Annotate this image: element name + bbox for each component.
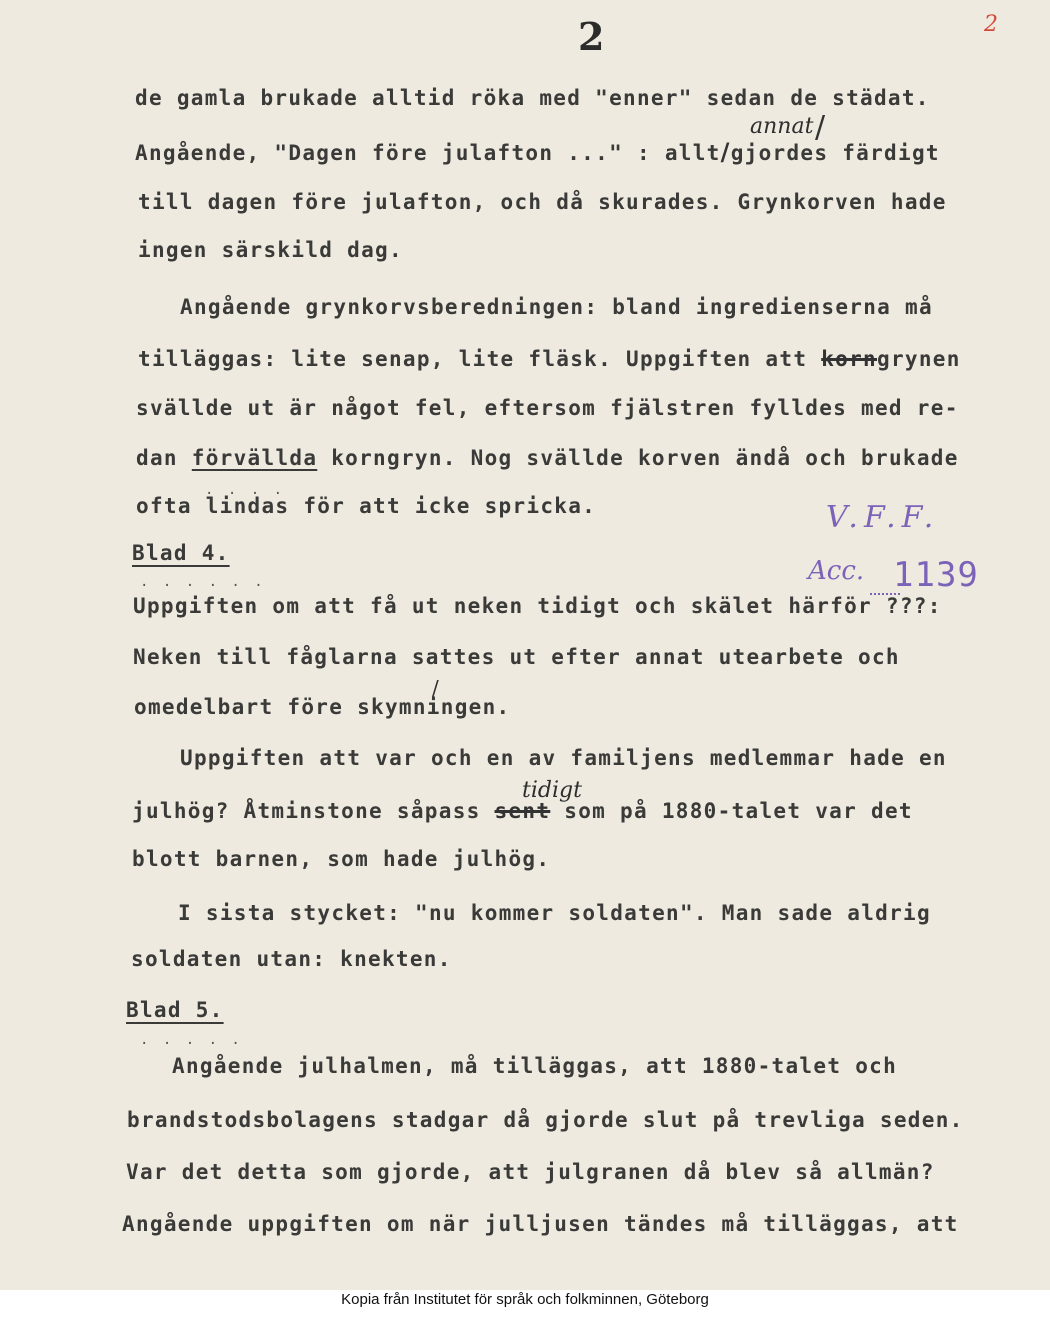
handwritten-insert-tidigt: tidigt [522,778,582,803]
copy-notice-footer: Kopia från Institutet för språk och folkminnen, Göteborg [0,1290,1050,1319]
paragraph-5-line-2: soldaten utan: knekten. [131,947,452,971]
archive-stamp-acc-label: Acc. [808,556,865,586]
paragraph-4-line-1: Uppgiften att var och en av familjens medlemmar hade en [180,746,947,770]
paragraph-4-line-3: blott barnen, som hade julhög. [132,847,551,871]
paragraph-4-line-2-b: som på 1880-talet var det [550,799,913,823]
blad-4-line-3: omedelbart före skymningen. [134,695,511,719]
paragraph-2-line-4-b: korngryn. Nog svällde korven ändå och brukade [317,446,959,470]
paragraph-2-line-4 [136,446,959,470]
insert-caret: / [720,138,731,166]
paragraph-1-line-2 [135,138,940,166]
struck-word-korn: korn [821,347,877,371]
section-heading-blad-4: Blad 4. [132,541,230,565]
blad-5-line-3: Var det detta som gjorde, att julgranen då blev så allmän? [126,1160,935,1184]
insert-mark: / [815,110,826,145]
blad-4-line-2: Neken till fåglarna sattes ut efter annat utearbete och [133,645,900,669]
paragraph-1-line-2-tail: gjordes färdigt [730,141,940,165]
blad-5-line-2: brandstodsbolagens stadgar då gjorde slut på trevliga seden. [127,1108,964,1132]
archive-stamp-acc-number: 1139 [893,555,979,595]
paragraph-1-line-3: till dagen före julafton, och då skurades. Grynkorven hade [138,190,947,214]
dotted-mark: . . . . . . [140,574,266,590]
archive-stamp-initials: V.F.F. [826,500,940,535]
blad-4-line-1: Uppgiften om att få ut neken tidigt och skälet härför ???: [133,594,942,618]
paragraph-4-line-2 [132,799,913,823]
paragraph-2-line-5: ofta lindas för att icke spricka. [136,494,597,518]
paragraph-2-line-2 [138,347,961,371]
paragraph-1-line-1: de gamla brukade alltid röka med "enner" sedan de städat. [135,86,930,110]
paragraph-2-line-4-a: dan [136,446,192,470]
handwritten-page-number: 2 [984,12,998,37]
page-number: 2 [578,14,605,59]
paragraph-2-line-2-a: tilläggas: lite senap, lite fläsk. Uppgiften att [138,347,822,371]
paragraph-1-line-2-text: Angående, "Dagen före julafton ..." : allt [135,141,721,165]
struck-word-sent: sent [494,799,551,823]
dotted-mark: . . . . . [140,1032,243,1048]
paragraph-5-line-1: I sista stycket: "nu kommer soldaten". Man sade aldrig [178,901,931,925]
dotted-mark: . . . . [205,482,286,498]
blad-5-line-1: Angående julhalmen, må tilläggas, att 1880-talet och [172,1054,898,1078]
paragraph-2-line-2-b: grynen [877,347,961,371]
paragraph-1-line-4: ingen särskild dag. [138,238,403,262]
section-heading-blad-5: Blad 5. [126,998,224,1022]
paragraph-2-line-3: svällde ut är något fel, eftersom fjälstren fylldes med re- [136,396,959,420]
handwritten-insert-annat: annat [750,114,814,139]
underlined-word: förvällda [191,446,318,470]
paragraph-2-line-1: Angående grynkorvsberedningen: bland ingredienserna må [180,295,933,319]
paragraph-4-line-2-a: julhög? Åtminstone såpass [132,799,495,823]
correction-mark: / [432,676,439,700]
blad-5-line-4: Angående uppgiften om när julljusen tändes må tilläggas, att [122,1212,959,1236]
